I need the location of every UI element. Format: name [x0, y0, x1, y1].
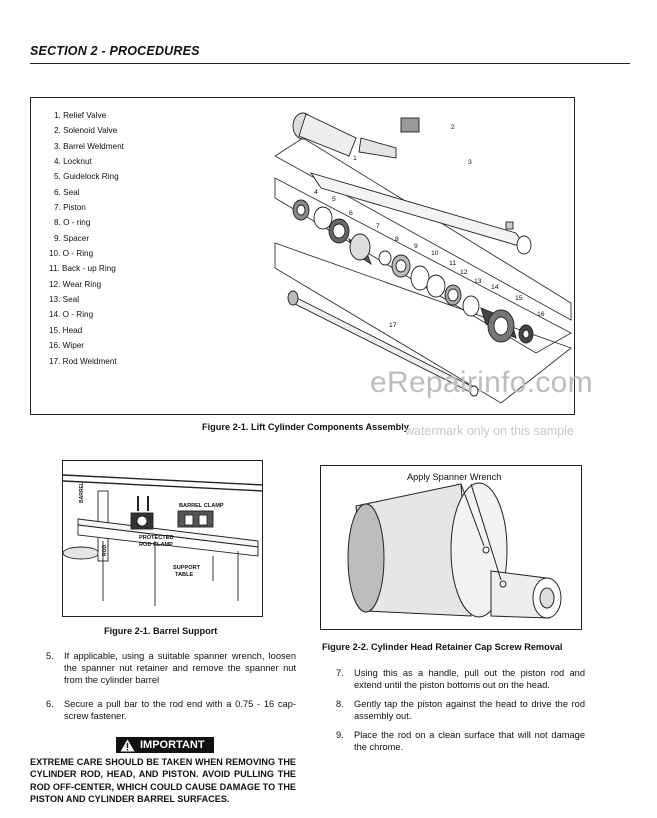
- part-item: 9. Spacer: [54, 233, 90, 243]
- watermark-note: watermark only on this sample: [405, 424, 574, 438]
- callout-9: 9: [414, 243, 418, 250]
- part-item: 7. Piston: [54, 203, 86, 213]
- part-item: 13. Seal: [49, 295, 80, 305]
- rod-label: ROD: [102, 544, 108, 556]
- callout-10: 10: [431, 250, 439, 257]
- callout-5: 5: [332, 196, 336, 203]
- callout-3: 3: [468, 159, 472, 166]
- callout-11: 11: [449, 260, 457, 267]
- barrel-label: BARREL: [79, 482, 85, 503]
- barrel-support-caption: Figure 2-1. Barrel Support: [104, 626, 218, 636]
- step-6-number: 6.: [46, 699, 54, 709]
- step-5-number: 5.: [46, 651, 54, 661]
- part-item: 10. O - Ring: [49, 249, 94, 259]
- spanner-wrench-drawing: [321, 466, 582, 630]
- callout-15: 15: [515, 295, 523, 302]
- callout-8: 8: [395, 236, 399, 243]
- step-9-number: 9.: [336, 730, 344, 740]
- part-item: 11. Back - up Ring: [49, 264, 116, 274]
- callout-14: 14: [491, 284, 499, 291]
- step-5-text: If applicable, using a suitable spanner wrench, loosen the spanner nut retainer and remove the spanner nut from the cylinder barrel: [64, 651, 296, 686]
- spanner-wrench-caption: Figure 2-2. Cylinder Head Retainer Cap Screw Removal: [322, 642, 563, 652]
- step-6-text: Secure a pull bar to the rod end with a 0.75 - 16 cap-screw fastener.: [64, 699, 296, 722]
- part-item: 6. Seal: [54, 187, 80, 197]
- part-item: 8. O - ring: [54, 218, 91, 228]
- important-label: IMPORTANT: [140, 739, 205, 751]
- part-item: 14. O - Ring: [49, 310, 94, 320]
- spanner-wrench-label: Apply Spanner Wrench: [407, 472, 502, 482]
- support-table-label-2: TABLE: [175, 572, 194, 578]
- important-text: EXTREME CARE SHOULD BE TAKEN WHEN REMOVING THE CYLINDER ROD, HEAD, AND PISTON. AVOID PULLING THE ROD OFF-CENTER, WHICH COULD CAUSE DAMAGE TO THE PISTON AND CYLINDER BARREL SURFACES.: [30, 757, 296, 804]
- part-item: 15. Head: [49, 325, 83, 335]
- section-title: SECTION 2 - PROCEDURES: [30, 44, 200, 58]
- step-7-number: 7.: [336, 668, 344, 678]
- part-item: 4. Locknut: [54, 157, 92, 167]
- lift-cylinder-caption: Figure 2-1. Lift Cylinder Components Assembly: [202, 422, 409, 432]
- barrel-support-drawing: [63, 461, 263, 617]
- spanner-wrench-figure: [320, 465, 582, 630]
- callout-16: 16: [537, 311, 545, 318]
- watermark-site: eRepairinfo.com: [370, 366, 593, 399]
- callout-4: 4: [314, 189, 318, 196]
- part-item: 2. Solenoid Valve: [54, 126, 118, 136]
- step-8-number: 8.: [336, 699, 344, 709]
- important-badge: [116, 737, 214, 753]
- callout-2: 2: [451, 124, 455, 131]
- barrel-support-figure: [62, 460, 263, 617]
- step-7-text: Using this as a handle, pull out the piston rod and extend until the piston bottoms out on the head.: [354, 668, 585, 691]
- callout-1: 1: [353, 155, 357, 162]
- callout-17: 17: [389, 322, 397, 329]
- header-divider: [30, 63, 630, 64]
- protected-rod-clamp-label-2: ROD CLAMP: [139, 542, 173, 548]
- callout-13: 13: [474, 278, 482, 285]
- step-8-text: Gently tap the piston against the head to drive the rod assembly out.: [354, 699, 585, 722]
- support-table-label-1: SUPPORT: [173, 565, 201, 571]
- part-item: 12. Wear Ring: [49, 279, 102, 289]
- protected-rod-clamp-label-1: PROTECTED: [139, 535, 174, 541]
- part-item: 5. Guidelock Ring: [54, 172, 119, 182]
- part-item: 17. Rod Weldment: [49, 356, 117, 366]
- callout-7: 7: [376, 223, 380, 230]
- warning-triangle-icon: [120, 739, 135, 752]
- callout-12: 12: [460, 269, 468, 276]
- barrel-clamp-label: BARREL CLAMP: [179, 503, 224, 509]
- part-item: 1. Relief Valve: [54, 111, 107, 120]
- part-item: 3. Barrel Weldment: [54, 141, 124, 151]
- callout-6: 6: [349, 210, 353, 217]
- part-item: 16. Wiper: [49, 341, 85, 351]
- step-9-text: Place the rod on a clean surface that will not damage the chrome.: [354, 730, 585, 753]
